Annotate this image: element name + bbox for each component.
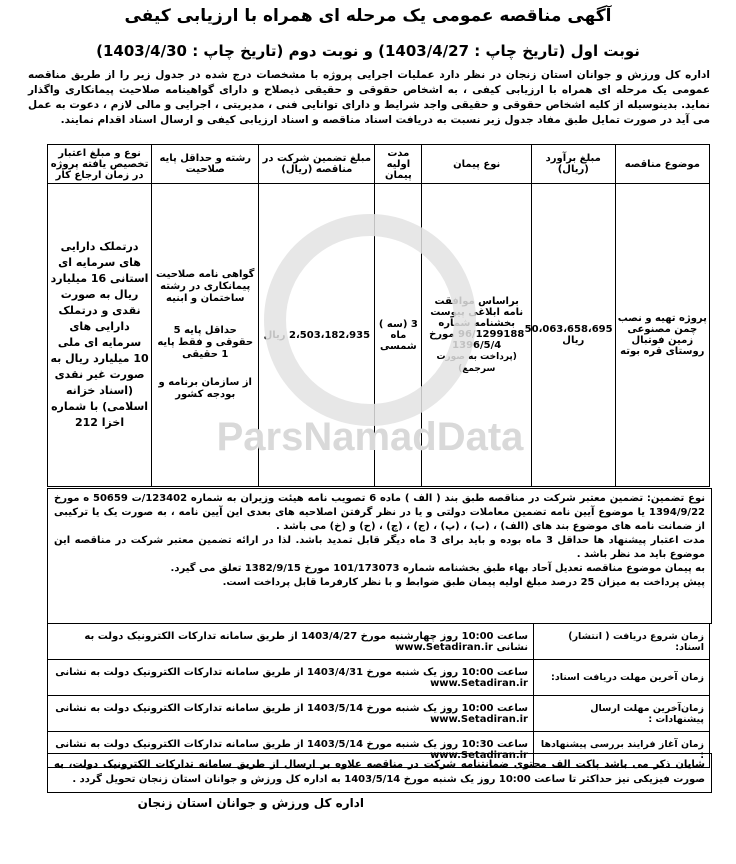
table-row — [48, 660, 710, 696]
table-row — [48, 624, 710, 660]
note-validity: مدت اعتبار پیشنهاد ها حداقل 3 ماه بوده و باید برای 3 ماه دیگر قابل تمدید باشد. لذا در ارائه تضمین معتبر شرکت در مناقصه این موضوع باید مد نظر باشد . — [54, 535, 705, 560]
cell-guarantee: 2،503،182،935 ریال — [259, 184, 375, 487]
date-label-receive-deadline: زمان آخرین مهلت دریافت اسناد: — [534, 660, 710, 696]
field-source: از سازمان برنامه و بودجه کشور — [158, 377, 252, 400]
date-text: ساعت 10:00 روز یک شنبه مورخ 1403/4/31 از طریق سامانه تدارکات الکترونیک دولت به نشانی — [55, 666, 528, 678]
header-contract-type: نوع پیمان — [422, 145, 531, 184]
table-header-row — [48, 145, 710, 184]
header-field: رشته و حداقل پایه صلاحیت — [152, 145, 259, 184]
cell-duration: 3 (سه ) ماه شمسی — [375, 184, 422, 487]
header-estimate: مبلغ برآورد (ریال) — [531, 145, 615, 184]
notes-box — [47, 488, 712, 624]
note-adjustment: به پیمان موضوع مناقصه تعدیل آحاد بهاء طبق بخشنامه شماره 101/173073 مورخ 1382/9/15 تعلق می گیرد. — [170, 563, 705, 574]
footnote-envelope: شایان ذکر می باشد پاکت الف محتوی ضمانتنامه شرکت در مناقصه علاوه بر ارسال از طریق سامانه تدارکات الکترونیک دولت، به صورت فیزیکی نیز حداکثر تا ساعت 10:00 روز یک شنبه مورخ 1403/5/14 به اداره کل ورزش و جوانان استان زنجان تحویل گردد . — [47, 753, 712, 793]
cell-credit: درتملک دارایی های سرمایه ای استانی 16 میلیارد ریال به صورت نقدی و درتملک دارایی های سرمایه ای ملی 10 میلیارد ریال به صورت غیر نقدی (اسناد خزانه اسلامی) با شماره اخزا 212 — [48, 184, 152, 487]
cell-contract-type — [422, 184, 531, 487]
cell-subject: پروژه تهیه و نصب چمن مصنوعی زمین فوتبال روستای قره بوته — [615, 184, 709, 487]
ad-subtitle: نوبت اول (تاریخ چاپ : 1403/4/27) و نوبت دوم (تاریخ چاپ : 1403/4/30) — [96, 42, 640, 60]
date-label-review-start: زمان آغاز فرایند بررسی پیشنهادها : — [534, 732, 710, 768]
date-value-receive-deadline — [48, 660, 534, 696]
date-text: ساعت 10:00 روز چهارشنبه مورخ 1403/4/27 از طریق سامانه تدارکات الکترونیک دولت به نشانی — [84, 630, 528, 653]
setadiran-link[interactable]: www.Setadiran.ir — [395, 641, 493, 653]
intro-paragraph: اداره کل ورزش و جوانان استان زنجان در نظر دارد عملیات اجرایی پروژه با مشخصات درج شده در جدول زیر را از طریق مناقصه عمومی یک مرحله ای همراه با ارزیابی کیفی ، به اشخاص حقوقی و حقیقی ذیصلاح و دارای گواهینامه صلاحیت پیمانکاری واگذار نماید. بدینوسیله از کلیه اشخاص حقوقی و حقیقی واجد شرایط و دارای توانایی فنی ، مدیریتی ، اجرایی و مالی لازم ، دعوت به عمل می آید در صورت تمایل طبق مفاد جدول زیر نسبت به دریافت اسناد مناقصه و اسناد ارزیابی کیفی و ارسال اسناد اقدام نمایند. — [28, 69, 710, 126]
date-label-start: زمان شروع دریافت ( انتشار) اسناد: — [534, 624, 710, 660]
contract-type-note: (پرداخت به صورت سرجمع) — [436, 351, 517, 374]
field-grade: حداقل پایه 5 حقوقی و فقط پایه 1 حقیقی — [157, 325, 254, 360]
header-credit: نوع و مبلغ اعتبار تخصیص یافته پروژه در زمان ارجاع کار — [48, 145, 152, 184]
field-main: گواهی نامه صلاحیت پیمانکاری در رشته ساختمان و ابنیه — [156, 269, 255, 304]
date-text: ساعت 10:30 روز یک شنبه مورخ 1403/5/14 از طریق سامانه تدارکات الکترونیک دولت به نشانی — [55, 738, 528, 750]
header-subject: موضوع مناقصه — [615, 145, 709, 184]
table-row — [48, 184, 710, 487]
header-duration: مدت اولیه پیمان — [375, 145, 422, 184]
setadiran-link[interactable]: www.Setadiran.ir — [430, 749, 528, 761]
header-guarantee: مبلغ تضمین شرکت در مناقصه (ریال) — [259, 145, 375, 184]
setadiran-link[interactable]: www.Setadiran.ir — [430, 677, 528, 689]
date-label-submit-deadline: زمان‌آخرین مهلت ارسال پیشنهادات : — [534, 696, 710, 732]
cell-estimate: 50،063،658،695 ریال — [531, 184, 615, 487]
setadiran-link[interactable]: www.Setadiran.ir — [430, 713, 528, 725]
note-prepayment: پیش پرداخت به میزان 25 درصد مبلغ اولیه پیمان طبق ضوابط و با نظر کارفرما قابل پرداخت است. — [222, 577, 705, 588]
watermark-text: ParsNamadData — [216, 415, 524, 459]
dates-table — [47, 623, 710, 768]
note-guarantee-type: نوع تضمین: تضمین معتبر شرکت در مناقصه طبق بند ( الف ) ماده 6 تصویب نامه هیئت وزیران به شماره 123402/ت 50659 ه مورخ 1394/9/22 یا موضوع آیین نامه تضمین معاملات دولتی و یا در نظر گرفتن اصلاحیه های بعدی این آیین نامه ، به صورت یک یا ترکیبی از ضمانت نامه های موضوع بند های (الف) ، (ب) ، (پ) ، (ج) ، (چ) ، (ح) و (خ) می باشد . — [54, 493, 705, 532]
signature: اداره کل ورزش و جوانان استان زنجان — [137, 796, 364, 810]
table-row — [48, 696, 710, 732]
contract-type-text: براساس موافقت نامه ابلاغی پیوست بخشنامه شماره 96/1299188 مورخ 1396/5/4 — [429, 295, 525, 351]
tender-table — [47, 144, 710, 487]
date-value-start — [48, 624, 534, 660]
cell-field — [152, 184, 259, 487]
date-text: ساعت 10:00 روز یک شنبه مورخ 1403/5/14 از طریق سامانه تدارکات الکترونیک دولت به نشانی — [55, 702, 528, 714]
date-value-submit-deadline — [48, 696, 534, 732]
ad-title: آگهی مناقصه عمومی یک مرحله ای همراه با ارزیابی کیفی — [124, 6, 612, 26]
